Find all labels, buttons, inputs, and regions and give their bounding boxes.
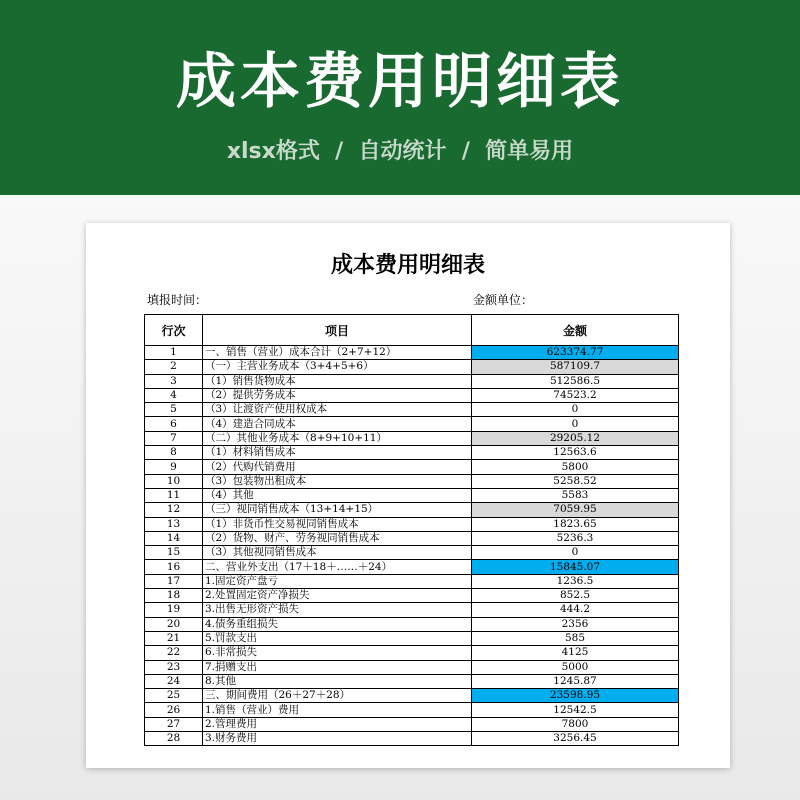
item-cell: 4.债务重组损失 <box>203 617 472 631</box>
item-cell: 3.财务费用 <box>203 732 472 746</box>
table-row <box>145 560 679 574</box>
amount-cell: 585 <box>472 631 679 645</box>
amount-cell: 3256.45 <box>472 732 679 746</box>
table-row <box>145 674 679 688</box>
item-cell: （1）销售货物成本 <box>203 374 472 388</box>
row-number-cell: 22 <box>145 646 203 660</box>
row-number-cell: 26 <box>145 703 203 717</box>
row-number-cell: 5 <box>145 403 203 417</box>
unit-label: 金额单位： <box>473 293 534 307</box>
amount-cell: 23598.95 <box>472 689 679 703</box>
amount-cell: 852.5 <box>472 589 679 603</box>
item-cell: 1.销售（营业）费用 <box>203 703 472 717</box>
row-number-cell: 9 <box>145 460 203 474</box>
item-cell: 1.固定资产盘亏 <box>203 574 472 588</box>
table-row <box>145 574 679 588</box>
banner-title: 成本费用明细表 <box>176 47 624 117</box>
item-cell: （4）建造合同成本 <box>203 417 472 431</box>
amount-cell: 5800 <box>472 460 679 474</box>
item-cell: 一、销售（营业）成本合计（2+7+12） <box>203 346 472 360</box>
amount-cell: 7059.95 <box>472 503 679 517</box>
row-number-cell: 21 <box>145 631 203 645</box>
item-cell: 2.处置固定资产净损失 <box>203 589 472 603</box>
item-cell: （3）其他视同销售成本 <box>203 546 472 560</box>
row-number-cell: 24 <box>145 674 203 688</box>
amount-cell: 4125 <box>472 646 679 660</box>
row-number-cell: 6 <box>145 417 203 431</box>
row-number-cell: 20 <box>145 617 203 631</box>
table-row <box>145 517 679 531</box>
amount-cell: 5000 <box>472 660 679 674</box>
amount-cell: 0 <box>472 403 679 417</box>
row-number-cell: 14 <box>145 531 203 545</box>
row-number-cell: 19 <box>145 603 203 617</box>
item-cell: 3.出售无形资产损失 <box>203 603 472 617</box>
header-amount: 金额 <box>472 315 679 346</box>
banner-subtitle: xlsx格式 / 自动统计 / 简单易用 <box>226 139 574 164</box>
table-row <box>145 374 679 388</box>
item-cell: 二、营业外支出（17＋18＋……＋24） <box>203 560 472 574</box>
amount-cell: 623374.77 <box>472 346 679 360</box>
table-body <box>145 346 679 746</box>
item-cell: （3）包装物出租成本 <box>203 474 472 488</box>
row-number-cell: 16 <box>145 560 203 574</box>
amount-cell: 12563.6 <box>472 446 679 460</box>
amount-cell: 512586.5 <box>472 374 679 388</box>
table-row <box>145 474 679 488</box>
row-number-cell: 3 <box>145 374 203 388</box>
table-row <box>145 646 679 660</box>
table-row <box>145 589 679 603</box>
amount-cell: 0 <box>472 546 679 560</box>
amount-cell: 12542.5 <box>472 703 679 717</box>
row-number-cell: 25 <box>145 689 203 703</box>
table-row <box>145 703 679 717</box>
amount-cell: 5258.52 <box>472 474 679 488</box>
amount-cell: 74523.2 <box>472 388 679 402</box>
amount-cell: 5583 <box>472 488 679 502</box>
amount-cell: 444.2 <box>472 603 679 617</box>
item-cell: 8.其他 <box>203 674 472 688</box>
cost-table <box>144 314 679 746</box>
table-row <box>145 660 679 674</box>
row-number-cell: 17 <box>145 574 203 588</box>
table-row <box>145 388 679 402</box>
item-cell: （4）其他 <box>203 488 472 502</box>
table-row <box>145 603 679 617</box>
item-cell: （1）非货币性交易视同销售成本 <box>203 517 472 531</box>
table-row <box>145 732 679 746</box>
item-cell: 7.捐赠支出 <box>203 660 472 674</box>
row-number-cell: 10 <box>145 474 203 488</box>
table-row <box>145 460 679 474</box>
row-number-cell: 8 <box>145 446 203 460</box>
amount-cell: 0 <box>472 417 679 431</box>
row-number-cell: 7 <box>145 431 203 445</box>
row-number-cell: 12 <box>145 503 203 517</box>
item-cell: 5.罚款支出 <box>203 631 472 645</box>
table-row <box>145 417 679 431</box>
amount-cell: 2356 <box>472 617 679 631</box>
amount-cell: 1245.87 <box>472 674 679 688</box>
table-row <box>145 617 679 631</box>
row-number-cell: 4 <box>145 388 203 402</box>
table-row <box>145 503 679 517</box>
row-number-cell: 2 <box>145 360 203 374</box>
table-row <box>145 546 679 560</box>
item-cell: （二）其他业务成本（8+9+10+11） <box>203 431 472 445</box>
table-row <box>145 488 679 502</box>
row-number-cell: 15 <box>145 546 203 560</box>
table-row <box>145 531 679 545</box>
table-row <box>145 360 679 374</box>
item-cell: （一）主营业务成本（3+4+5+6） <box>203 360 472 374</box>
table-row <box>145 346 679 360</box>
table-row <box>145 631 679 645</box>
amount-cell: 15845.07 <box>472 560 679 574</box>
item-cell: （1）材料销售成本 <box>203 446 472 460</box>
row-number-cell: 27 <box>145 717 203 731</box>
spreadsheet-page <box>86 223 730 768</box>
row-number-cell: 11 <box>145 488 203 502</box>
table-row <box>145 431 679 445</box>
document-title: 成本费用明细表 <box>330 252 485 278</box>
row-number-cell: 1 <box>145 346 203 360</box>
row-number-cell: 13 <box>145 517 203 531</box>
amount-cell: 587109.7 <box>472 360 679 374</box>
item-cell: 三、期间费用（26＋27＋28） <box>203 689 472 703</box>
header-banner <box>0 0 800 195</box>
amount-cell: 7800 <box>472 717 679 731</box>
item-cell: （3）让渡资产使用权成本 <box>203 403 472 417</box>
table-row <box>145 403 679 417</box>
item-cell: （2）代购代销费用 <box>203 460 472 474</box>
header-item: 项目 <box>203 315 472 346</box>
table-header-row <box>145 315 679 346</box>
table-row <box>145 689 679 703</box>
header-row-no: 行次 <box>145 315 203 346</box>
amount-cell: 1823.65 <box>472 517 679 531</box>
table-row <box>145 446 679 460</box>
table-row <box>145 717 679 731</box>
row-number-cell: 28 <box>145 732 203 746</box>
item-cell: （2）货物、财产、劳务视同销售成本 <box>203 531 472 545</box>
item-cell: 2.管理费用 <box>203 717 472 731</box>
amount-cell: 1236.5 <box>472 574 679 588</box>
row-number-cell: 18 <box>145 589 203 603</box>
row-number-cell: 23 <box>145 660 203 674</box>
item-cell: （三）视同销售成本（13+14+15） <box>203 503 472 517</box>
amount-cell: 29205.12 <box>472 431 679 445</box>
fill-time-label: 填报时间： <box>147 293 208 307</box>
amount-cell: 5236.3 <box>472 531 679 545</box>
item-cell: （2）提供劳务成本 <box>203 388 472 402</box>
item-cell: 6.非常损失 <box>203 646 472 660</box>
